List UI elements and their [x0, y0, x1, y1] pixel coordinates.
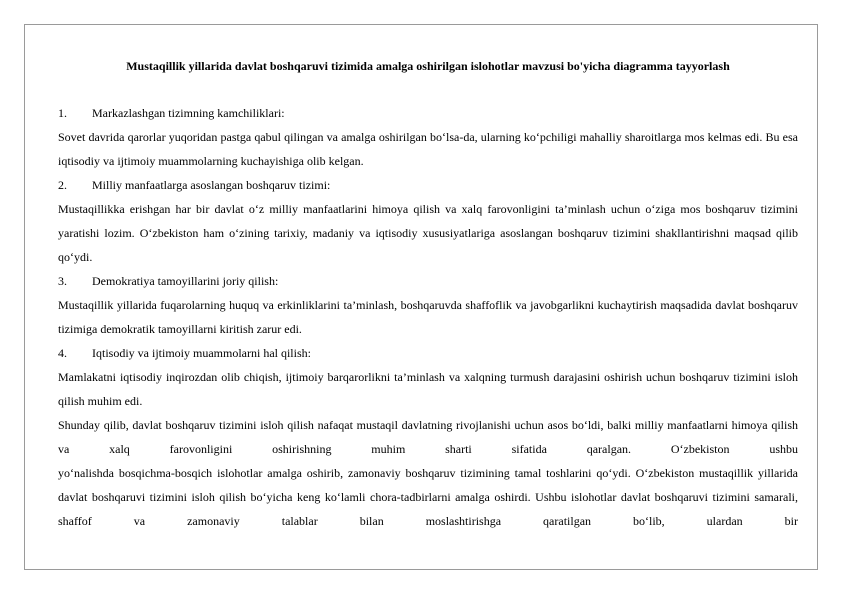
section-number: 1.: [58, 106, 67, 120]
section-number: 4.: [58, 346, 67, 360]
document-title: Mustaqillik yillarida davlat boshqaruvi tizimida amalga oshirilgan islohotlar mavzusi bo'yicha diagramma tayyorlash: [126, 59, 730, 73]
section-heading-3: [58, 269, 798, 293]
section-paragraph-1: Sovet davrida qarorlar yuqoridan pastga qabul qilingan va amalga oshirilgan bo‘lsa-da, ularning ko‘pchiligi mahalliy sharoitlarga mos kelmas edi. Bu esa iqtisodiy va ijtimoiy muammolarning kuchayishiga olib kelgan.: [58, 130, 798, 168]
section-heading-4: [58, 341, 798, 365]
section-paragraph-2: Mustaqillikka erishgan har bir davlat o‘z milliy manfaatlarini himoya qilish va xalq farovonligini ta’minlash uchun o‘ziga mos boshqaruv tizimini yaratishi lozim. O‘zbekiston ham o‘zining tarixiy, madaniy va iqtisodiy xususiyatlariga asoslangan boshqaruv tizimini shakllantirishni maqsad qilib qo‘ydi.: [58, 202, 798, 264]
section-heading-1: [58, 101, 798, 125]
conclusion-paragraph-2: yo‘nalishda bosqichma-bosqich islohotlar amalga oshirib, zamonaviy boshqaruv tizimining tamal toshlarini qo‘ydi. O‘zbekiston mustaqillik yillarida davlat boshqaruvi tizimini isloh qilish bo‘yicha keng ko‘lamli chora-tadbirlarni amalga oshirdi. Ushbu islohotlar davlat boshqaruvi tizimini samarali, shaffof va zamonaviy talablar bilan moslashtirishga qaratilgan bo‘lib, ulardan bir: [58, 466, 798, 528]
section-paragraph-3: Mustaqillik yillarida fuqarolarning huquq va erkinliklarini ta’minlash, boshqaruvda shaffoflik va javobgarlikni kuchaytirish maqsadida davlat boshqaruv tizimiga demokratik tamoyillarni kiritish zarur edi.: [58, 298, 798, 336]
section-heading-text: Iqtisodiy va ijtimoiy muammolarni hal qilish:: [92, 346, 311, 360]
section-number: 2.: [58, 178, 67, 192]
document-page: [24, 24, 818, 570]
section-heading-text: Markazlashgan tizimning kamchiliklari:: [92, 106, 285, 120]
section-heading-text: Milliy manfaatlarga asoslangan boshqaruv tizimi:: [92, 178, 331, 192]
section-paragraph-4: Mamlakatni iqtisodiy inqirozdan olib chiqish, ijtimoiy barqarorlikni ta’minlash va xalqning turmush darajasini oshirish uchun boshqaruv tizimini isloh qilish muhim edi.: [58, 370, 798, 408]
section-heading-2: [58, 173, 798, 197]
document-content: [58, 57, 798, 533]
section-heading-text: Demokratiya tamoyillarini joriy qilish:: [92, 274, 279, 288]
conclusion-paragraph-1: Shunday qilib, davlat boshqaruv tizimini isloh qilish nafaqat mustaqil davlatning rivojlanishi uchun asos bo‘ldi, balki milliy manfaatlarni himoya qilish va xalq farovonligini oshirishning muhim sharti sifatida qaralgan. O‘zbekiston ushbu: [58, 418, 798, 456]
section-number: 3.: [58, 274, 67, 288]
